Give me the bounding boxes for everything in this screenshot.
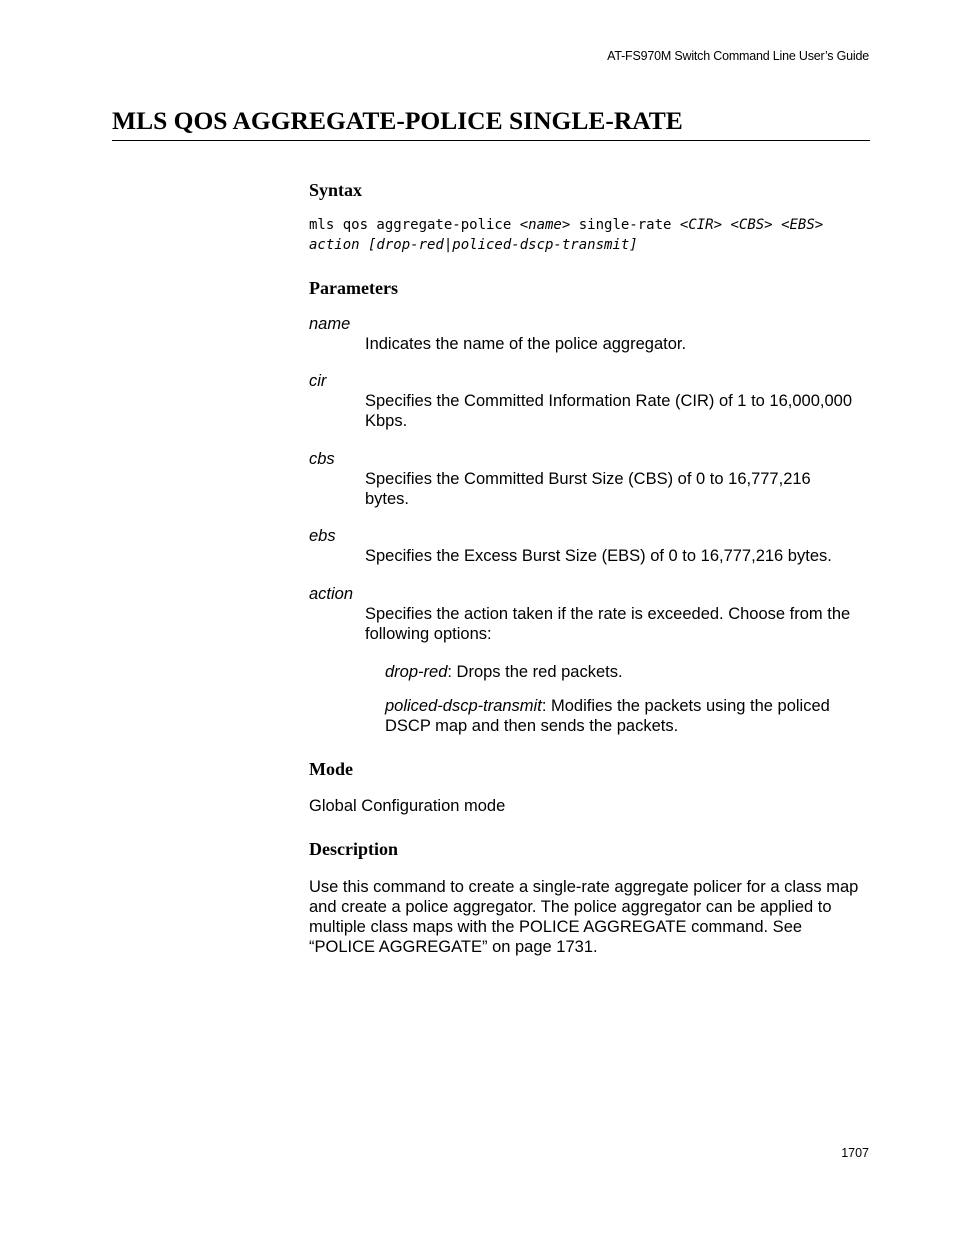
option-text: : Drops the red packets.: [447, 663, 623, 681]
option-drop-red: [385, 662, 871, 682]
option-term: drop-red: [385, 663, 448, 681]
param-term: ebs: [309, 527, 336, 545]
option-term: policed-dscp-transmit: [385, 697, 542, 715]
param-cbs: [309, 449, 871, 509]
syntax-cmd-prefix: mls qos aggregate-police: [309, 217, 520, 233]
mode-heading: Mode: [309, 759, 353, 779]
page-number: 1707: [841, 1146, 869, 1160]
option-text: : Modifies the packets using the policed DSCP map and then sends the packets.: [385, 697, 830, 735]
content-column: [309, 179, 871, 957]
param-term: cir: [309, 372, 327, 390]
param-name: [309, 314, 871, 354]
param-description: Specifies the Committed Information Rate (CIR) of 1 to 16,000,000 Kbps.: [365, 392, 852, 430]
param-description: Specifies the action taken if the rate is exceeded. Choose from the following options:: [365, 605, 851, 643]
parameters-heading: Parameters: [309, 278, 398, 298]
param-term: name: [309, 315, 351, 333]
param-description: Specifies the Committed Burst Size (CBS) of 0 to 16,777,216 bytes.: [365, 470, 811, 508]
param-term: cbs: [309, 450, 335, 468]
param-description: Indicates the name of the police aggregator.: [365, 335, 687, 353]
description-heading: Description: [309, 839, 398, 859]
syntax-command: [309, 216, 871, 255]
param-term: action: [309, 585, 354, 603]
description-text: Use this command to create a single-rate aggregate policer for a class map and create a police aggregator. The police aggregator can be applied to multiple class maps with the POLICE AGGREGATE command. See “POLICE AGGREGATE” on page 1731.: [309, 878, 859, 956]
param-description: Specifies the Excess Burst Size (EBS) of 0 to 16,777,216 bytes.: [365, 547, 832, 565]
mode-text: Global Configuration mode: [309, 797, 506, 815]
param-ebs: [309, 526, 871, 566]
param-cir: [309, 371, 871, 431]
param-action: [309, 584, 871, 644]
syntax-cbs-arg: <CBS>: [730, 217, 773, 233]
running-header: AT-FS970M Switch Command Line User’s Guide: [607, 49, 869, 63]
syntax-heading: Syntax: [309, 180, 363, 200]
page-title: MLS QOS AGGREGATE-POLICE SINGLE-RATE: [112, 104, 870, 141]
syntax-cir-arg: <CIR>: [679, 217, 723, 233]
option-policed-dscp-transmit: [385, 696, 871, 736]
syntax-single-rate: single-rate: [570, 217, 680, 233]
syntax-name-arg: <name>: [519, 217, 571, 233]
syntax-ebs-arg: <EBS>: [781, 217, 824, 233]
syntax-action-arg: action [drop-red|policed-dscp-transmit]: [309, 236, 638, 253]
